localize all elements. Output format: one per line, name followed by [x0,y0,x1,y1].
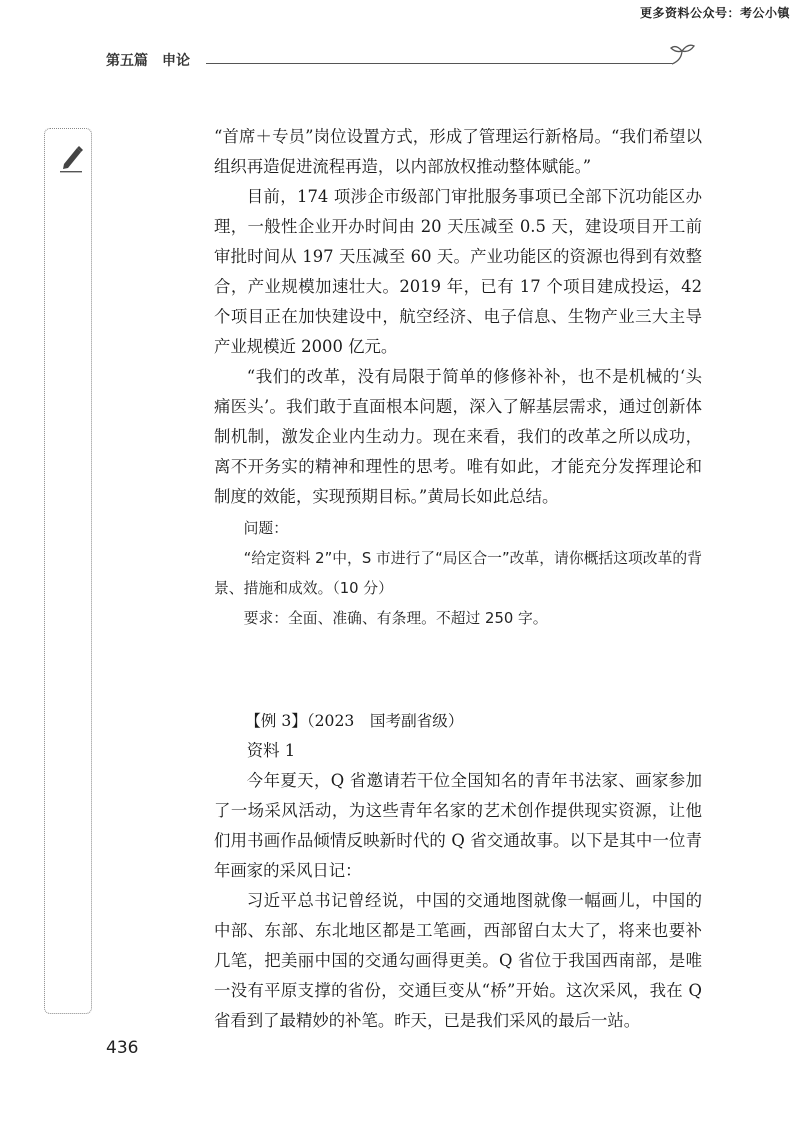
material-label: 资料 1 [246,741,296,760]
example-paragraph: 今年夏天，Q 省邀请若干位全国知名的青年书法家、画家参加了一场采风活动，为这些青年名家的艺术创作提供现实资源，让他们用书画作品倾情反映新时代的 Q 省交通故事。以下是其中一位青年画家的采风日记： [214,771,702,880]
example-heading: 【例 3】（2023 国考副省级） [245,712,464,730]
body-paragraph: 目前，174 项涉企市级部门审批服务事项已全部下沉功能区办理，一般性企业开办时间由 20 天压减至 0.5 天，建设项目开工前审批时间从 197 天压减至 60 天。产业功能区的资源也得到有效整合，产业规模加速壮大。2019 年，已有 17 个项目建成投运，42 个项目正在加快建设中，航空经济、电子信息、生物产业三大主导产业规模近 2000 亿元。 [214,187,702,356]
question-label: 问题： [243,520,288,537]
question-text: “给定资料 2”中，S 市进行了“局区合一”改革，请你概括这项改革的背景、措施和成效。（10 分） [214,550,702,597]
example-paragraph: 习近平总书记曾经说，中国的交通地图就像一幅画儿，中国的中部、东部、东北地区都是工笔画，西部留白太大了，将来也要补几笔，把美丽中国的交通勾画得更美。Q 省位于我国西南部，是唯一没有平原支撑的省份，交通巨变从“桥”开始。这次采风，我在 Q 省看到了最精妙的补笔。昨天，已是我们采风的最后一站。 [214,891,702,1030]
header-rule [206,63,672,64]
example-section [214,706,702,1036]
body-paragraph: “首席＋专员”岗位设置方式，形成了管理运行新格局。“我们希望以组织再造促进流程再造，以内部放权推动整体赋能。” [214,127,702,176]
main-content [214,122,702,634]
sprout-icon [668,42,696,66]
question-requirement: 要求：全面、准确、有条理。不超过 250 字。 [243,610,548,627]
note-sidebar-box [44,128,92,1014]
watermark-text: 更多资料公众号：考公小镇 [639,6,790,20]
page-header [106,50,696,72]
page-number: 436 [106,1038,139,1058]
question-block [214,514,702,634]
pencil-icon [58,144,84,174]
body-paragraph: “我们的改革，没有局限于简单的修修补补，也不是机械的‘头痛医头’。我们敢于直面根本问题，深入了解基层需求，通过创新体制机制，激发企业内生动力。现在来看，我们的改革之所以成功，离不开务实的精神和理性的思考。唯有如此，才能充分发挥理论和制度的效能，实现预期目标。”黄局长如此总结。 [214,367,702,506]
section-title: 第五篇 申论 [106,53,190,69]
